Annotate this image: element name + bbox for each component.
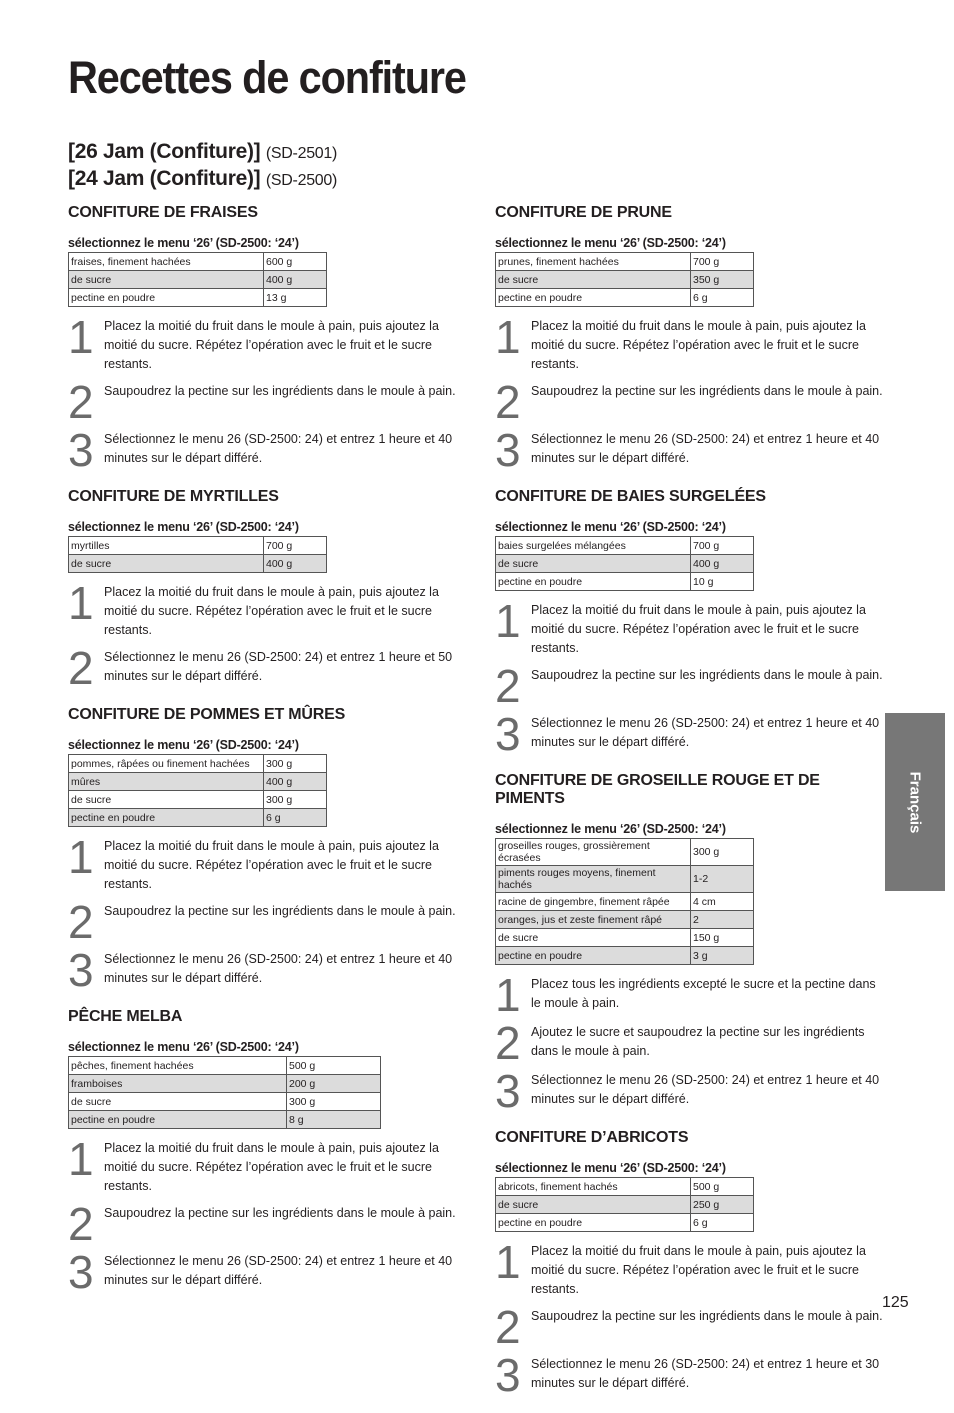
step-number: 1 [495,1236,519,1288]
ingredient-quantity: 6 g [691,289,754,307]
ingredient-quantity: 700 g [264,537,327,555]
step-item [495,595,885,658]
table-row [69,289,327,307]
table-row [496,839,754,866]
recipe-title: CONFITURE DE GROSEILLE ROUGE ET DE PIMENTS [495,772,820,807]
ingredient-name: pectine en poudre [69,289,264,307]
ingredient-name: fraises, finement hachées [69,253,264,271]
table-row [496,893,754,911]
step-text: Placez la moitié du fruit dans le moule à pain, puis ajoutez la moitié du sucre. Répétez l’opération avec le fruit et le sucre restants. [104,319,439,371]
step-item [68,1133,458,1196]
step-item [495,969,885,1021]
step-item [68,944,458,996]
ingredient-name: baies surgelées mélangées [496,537,691,555]
recipe-title: CONFITURE D’ABRICOTS [495,1129,689,1146]
recipe-section [68,1008,458,1298]
table-row [69,1075,381,1093]
step-text: Saupoudrez la pectine sur les ingrédients dans le moule à pain. [531,384,883,398]
ingredient-name: de sucre [496,929,691,947]
ingredient-name: mûres [69,773,264,791]
ingredient-quantity: 200 g [287,1075,381,1093]
step-number: 2 [495,660,519,712]
ingredient-name: abricots, finement hachés [496,1178,691,1196]
ingredient-name: de sucre [496,271,691,289]
step-number: 1 [495,969,519,1021]
ingredient-quantity: 300 g [287,1093,381,1111]
step-text: Placez la moitié du fruit dans le moule à pain, puis ajoutez la moitié du sucre. Répétez l’opération avec le fruit et le sucre restants. [104,585,439,637]
step-number: 1 [68,1133,92,1185]
step-number: 1 [68,311,92,363]
page-number: 125 [882,1294,909,1311]
menu-selection-note: sélectionnez le menu ‘26’ (SD-2500: ‘24’) [68,1040,299,1054]
step-text: Saupoudrez la pectine sur les ingrédients dans le moule à pain. [104,904,456,918]
ingredient-name: de sucre [496,555,691,573]
recipe-section [68,204,458,476]
step-number: 1 [68,831,92,883]
ingredients-table [495,252,754,307]
recipe-title: CONFITURE DE FRAISES [68,204,258,221]
table-row [496,253,754,271]
ingredient-quantity: 2 [691,911,754,929]
step-text: Saupoudrez la pectine sur les ingrédients dans le moule à pain. [531,668,883,682]
step-number: 2 [68,1198,92,1250]
step-text: Saupoudrez la pectine sur les ingrédients dans le moule à pain. [531,1309,883,1323]
ingredient-name: pectine en poudre [69,1111,287,1129]
ingredient-name: myrtilles [69,537,264,555]
step-number: 2 [495,376,519,428]
ingredient-quantity: 8 g [287,1111,381,1129]
step-number: 2 [495,1301,519,1353]
table-row [69,1111,381,1129]
ingredient-name: de sucre [69,1093,287,1111]
table-row [69,809,327,827]
ingredients-table [495,1177,754,1232]
ingredient-name: de sucre [69,791,264,809]
ingredient-name: de sucre [496,1196,691,1214]
language-tab-label: Français [906,771,924,833]
table-row [69,755,327,773]
ingredients-table [495,536,754,591]
table-row [496,929,754,947]
step-item [68,896,458,948]
ingredient-quantity: 13 g [264,289,327,307]
ingredient-name: piments rouges moyens, finement hachés [496,866,691,893]
right-column [495,202,885,1413]
ingredient-name: pectine en poudre [69,809,264,827]
ingredient-quantity: 250 g [691,1196,754,1214]
step-text: Sélectionnez le menu 26 (SD-2500: 24) et entrez 1 heure et 40 minutes sur le départ différé. [531,432,880,465]
ingredient-name: racine de gingembre, finement râpée [496,893,691,911]
step-number: 3 [68,944,92,996]
ingredient-quantity: 500 g [691,1178,754,1196]
step-number: 1 [68,577,92,629]
step-item [495,1017,885,1069]
ingredient-name: oranges, jus et zeste finement râpé [496,911,691,929]
page-title: Recettes de confiture [68,52,466,103]
step-number: 3 [495,424,519,476]
step-item [68,376,458,428]
step-item [495,660,885,712]
language-tab [885,713,945,891]
step-text: Sélectionnez le menu 26 (SD-2500: 24) et entrez 1 heure et 30 minutes sur le départ différé. [531,1357,880,1390]
recipe-section [495,204,885,476]
table-row [69,271,327,289]
recipe-title: PÊCHE MELBA [68,1008,183,1025]
menu-selection-note: sélectionnez le menu ‘26’ (SD-2500: ‘24’) [495,236,726,250]
table-row [496,911,754,929]
table-row [496,573,754,591]
ingredient-name: prunes, finement hachées [496,253,691,271]
step-item [68,1246,458,1298]
step-item [495,1065,885,1117]
ingredient-quantity: 700 g [691,253,754,271]
ingredient-quantity: 350 g [691,271,754,289]
step-number: 3 [495,708,519,760]
ingredient-quantity: 300 g [264,791,327,809]
menu-selection-note: sélectionnez le menu ‘26’ (SD-2500: ‘24’) [495,1161,726,1175]
table-row [496,555,754,573]
recipe-section [68,488,458,694]
ingredient-quantity: 10 g [691,573,754,591]
step-text: Saupoudrez la pectine sur les ingrédients dans le moule à pain. [104,1206,456,1220]
recipe-title: CONFITURE DE MYRTILLES [68,488,279,505]
ingredient-quantity: 400 g [264,773,327,791]
menu-selection-note: sélectionnez le menu ‘26’ (SD-2500: ‘24’) [68,738,299,752]
section-heading-24 [68,165,337,194]
step-item [495,1349,885,1401]
step-text: Sélectionnez le menu 26 (SD-2500: 24) et entrez 1 heure et 40 minutes sur le départ différé. [104,432,453,465]
step-number: 3 [495,1065,519,1117]
step-number: 1 [495,595,519,647]
step-text: Sélectionnez le menu 26 (SD-2500: 24) et entrez 1 heure et 40 minutes sur le départ différé. [104,1254,453,1287]
menu-selection-note: sélectionnez le menu ‘26’ (SD-2500: ‘24’) [68,520,299,534]
step-text: Placez la moitié du fruit dans le moule à pain, puis ajoutez la moitié du sucre. Répétez l’opération avec le fruit et le sucre restants. [104,839,439,891]
ingredient-quantity: 3 g [691,947,754,965]
table-row [496,537,754,555]
recipe-section [495,1129,885,1401]
step-number: 3 [68,1246,92,1298]
step-number: 3 [495,1349,519,1401]
ingredient-quantity: 400 g [264,555,327,573]
ingredient-quantity: 700 g [691,537,754,555]
step-number: 2 [68,896,92,948]
heading-model-sd2500: (SD-2500) [265,172,338,189]
ingredient-name: pommes, râpées ou finement hachées [69,755,264,773]
ingredient-quantity: 4 cm [691,893,754,911]
step-text: Placez tous les ingrédients excepté le sucre et la pectine dans le moule à pain. [531,977,876,1010]
recipe-title: CONFITURE DE PRUNE [495,204,672,221]
heading-menu-26: [26 Jam (Confiture)] [68,140,261,163]
table-row [69,791,327,809]
step-text: Saupoudrez la pectine sur les ingrédients dans le moule à pain. [104,384,456,398]
step-text: Sélectionnez le menu 26 (SD-2500: 24) et entrez 1 heure et 40 minutes sur le départ différé. [104,952,453,985]
step-text: Sélectionnez le menu 26 (SD-2500: 24) et entrez 1 heure et 50 minutes sur le départ différé. [104,650,453,683]
ingredient-name: groseilles rouges, grossièrement écrasées [496,839,691,866]
ingredient-quantity: 400 g [264,271,327,289]
ingredient-quantity: 600 g [264,253,327,271]
section-heading-26 [68,138,337,167]
ingredient-quantity: 500 g [287,1057,381,1075]
table-row [496,289,754,307]
step-text: Placez la moitié du fruit dans le moule à pain, puis ajoutez la moitié du sucre. Répétez l’opération avec le fruit et le sucre restants. [531,603,866,655]
ingredient-name: framboises [69,1075,287,1093]
ingredients-table [68,536,327,573]
ingredient-quantity: 1-2 [691,866,754,893]
step-text: Sélectionnez le menu 26 (SD-2500: 24) et entrez 1 heure et 40 minutes sur le départ différé. [531,1073,880,1106]
ingredients-table [68,252,327,307]
ingredients-table [68,754,327,827]
ingredient-name: de sucre [69,271,264,289]
menu-selection-note: sélectionnez le menu ‘26’ (SD-2500: ‘24’) [495,822,726,836]
table-row [69,1057,381,1075]
ingredient-quantity: 300 g [691,839,754,866]
step-number: 1 [495,311,519,363]
ingredients-table [495,838,754,965]
table-row [496,947,754,965]
ingredient-name: pectine en poudre [496,573,691,591]
step-number: 3 [68,424,92,476]
ingredient-quantity: 6 g [264,809,327,827]
ingredient-quantity: 300 g [264,755,327,773]
ingredient-quantity: 400 g [691,555,754,573]
step-item [495,424,885,476]
ingredient-name: pêches, finement hachées [69,1057,287,1075]
recipe-section [495,488,885,760]
step-number: 2 [68,376,92,428]
step-number: 2 [495,1017,519,1069]
heading-model-sd2501: (SD-2501) [265,145,338,162]
table-row [496,1196,754,1214]
step-item [495,311,885,374]
menu-selection-note: sélectionnez le menu ‘26’ (SD-2500: ‘24’) [495,520,726,534]
ingredients-table [68,1056,381,1129]
step-text: Placez la moitié du fruit dans le moule à pain, puis ajoutez la moitié du sucre. Répétez l’opération avec le fruit et le sucre restants. [104,1141,439,1193]
table-row [69,1093,381,1111]
table-row [69,537,327,555]
ingredient-quantity: 6 g [691,1214,754,1232]
table-row [496,271,754,289]
ingredient-quantity: 150 g [691,929,754,947]
table-row [69,555,327,573]
table-row [496,866,754,893]
step-text: Sélectionnez le menu 26 (SD-2500: 24) et entrez 1 heure et 40 minutes sur le départ différé. [531,716,880,749]
step-item [68,311,458,374]
step-item [495,1301,885,1353]
recipe-title: CONFITURE DE BAIES SURGELÉES [495,488,766,505]
ingredient-name: pectine en poudre [496,289,691,307]
step-item [68,1198,458,1250]
ingredient-name: pectine en poudre [496,947,691,965]
menu-selection-note: sélectionnez le menu ‘26’ (SD-2500: ‘24’) [68,236,299,250]
step-text: Placez la moitié du fruit dans le moule à pain, puis ajoutez la moitié du sucre. Répétez l’opération avec le fruit et le sucre restants. [531,1244,866,1296]
left-column [68,202,458,1310]
ingredient-name: de sucre [69,555,264,573]
step-item [495,376,885,428]
recipe-title: CONFITURE DE POMMES ET MÛRES [68,706,346,723]
step-number: 2 [68,642,92,694]
step-item [495,1236,885,1299]
step-text: Ajoutez le sucre et saupoudrez la pectine sur les ingrédients dans le moule à pain. [531,1025,865,1058]
step-item [68,577,458,640]
recipe-section [68,706,458,996]
table-row [69,773,327,791]
step-item [68,424,458,476]
step-item [495,708,885,760]
recipe-section [495,772,885,1117]
table-row [69,253,327,271]
step-text: Placez la moitié du fruit dans le moule à pain, puis ajoutez la moitié du sucre. Répétez l’opération avec le fruit et le sucre restants. [531,319,866,371]
table-row [496,1178,754,1196]
step-item [68,831,458,894]
table-row [496,1214,754,1232]
ingredient-name: pectine en poudre [496,1214,691,1232]
heading-menu-24: [24 Jam (Confiture)] [68,167,261,190]
step-item [68,642,458,694]
